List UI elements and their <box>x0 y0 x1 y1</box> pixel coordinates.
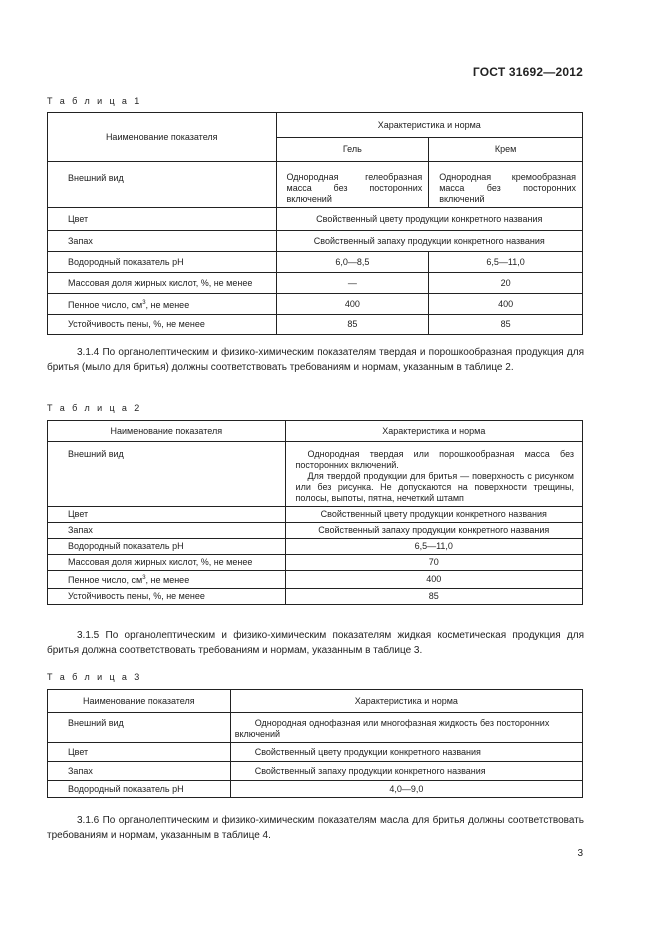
table-2 <box>47 420 583 605</box>
table-row: Цвет Свойственный цвету продукции конкретного названия <box>48 507 583 523</box>
paragraph-3-1-4: 3.1.4 По органолептическим и физико-химическим показателям твердая и порошкообразная продукция для бритья (мыло для бритья) должны соответствовать требованиям и нормам, указанным в таблице 2. <box>47 347 584 373</box>
table2-caption: Т а б л и ц а 2 <box>47 403 142 413</box>
table2-col-char: Характеристика и норма <box>285 421 582 442</box>
table-row: Цвет Свойственный цвету продукции конкретного названия <box>48 208 583 231</box>
table-3 <box>47 689 583 798</box>
table-row: Устойчивость пены, %, не менее 85 85 <box>48 315 583 335</box>
paragraph-3-1-6: 3.1.6 По органолептическим и физико-химическим показателям масла для бритья должны соответствовать требованиям и нормам, указанным в таблице 4. <box>47 815 584 841</box>
table2-header-row <box>48 421 583 442</box>
paragraph-3-1-5: 3.1.5 По органолептическим и физико-химическим показателям жидкая косметическая продукция для бритья должна соответствовать требованиям и нормам, указанным в таблице 3. <box>47 630 584 656</box>
table2-col-name: Наименование показателя <box>48 421 286 442</box>
table-row: Запах Свойственный запаху продукции конкретного названия <box>48 762 583 781</box>
table3-caption: Т а б л и ц а 3 <box>47 672 142 682</box>
table1-col-char: Характеристика и норма <box>276 113 583 138</box>
table1-col-gel: Гель <box>276 138 429 162</box>
table-row: Водородный показатель рН 6,5—11,0 <box>48 539 583 555</box>
table1-caption: Т а б л и ц а 1 <box>47 96 142 106</box>
table-row: Запах Свойственный запаху продукции конкретного названия <box>48 523 583 539</box>
table1-col-cream: Крем <box>429 138 583 162</box>
table-row: Водородный показатель рН 4,0—9,0 <box>48 781 583 798</box>
table-row: Пенное число, $см^3$, не менее 400 <box>48 571 583 589</box>
table-row: Запах Свойственный запаху продукции конкретного названия <box>48 231 583 252</box>
table-row: Пенное число, $см^3$, не менее 400 400 <box>48 294 583 315</box>
table-row: Устойчивость пены, %, не менее 85 <box>48 589 583 605</box>
table-1 <box>47 112 583 335</box>
table-row: Внешний вид Однородная однофазная или многофазная жидкость без посторонних включений <box>48 713 583 743</box>
table-row: Массовая доля жирных кислот, %, не менее 70 <box>48 555 583 571</box>
table-row: Цвет Свойственный цвету продукции конкретного названия <box>48 743 583 762</box>
table3-header-row <box>48 690 583 713</box>
table1-header-row <box>48 113 583 138</box>
table3-col-name: Наименование показателя <box>48 690 231 713</box>
document-id: ГОСТ 31692—2012 <box>472 65 583 79</box>
table3-col-char: Характеристика и норма <box>230 690 582 713</box>
table-row: Внешний вид Однородная гелеобразная масса без посторонних включений Однородная кремообразная масса без посторонних включений <box>48 162 583 208</box>
table-row: Внешний вид Однородная твердая или порошкообразная масса без посторонних включений. Для твердой продукции для бритья — поверхность с рисунком или без рисунка. Не допускаются на поверхности трещины, полосы, выпоты, пятна, нечеткий штамп <box>48 442 583 507</box>
table-row: Массовая доля жирных кислот, %, не менее — 20 <box>48 273 583 294</box>
page-number: 3 <box>577 848 583 859</box>
table-row: Водородный показатель рН 6,0—8,5 6,5—11,0 <box>48 252 583 273</box>
table1-col-name: Наименование показателя <box>48 113 277 162</box>
